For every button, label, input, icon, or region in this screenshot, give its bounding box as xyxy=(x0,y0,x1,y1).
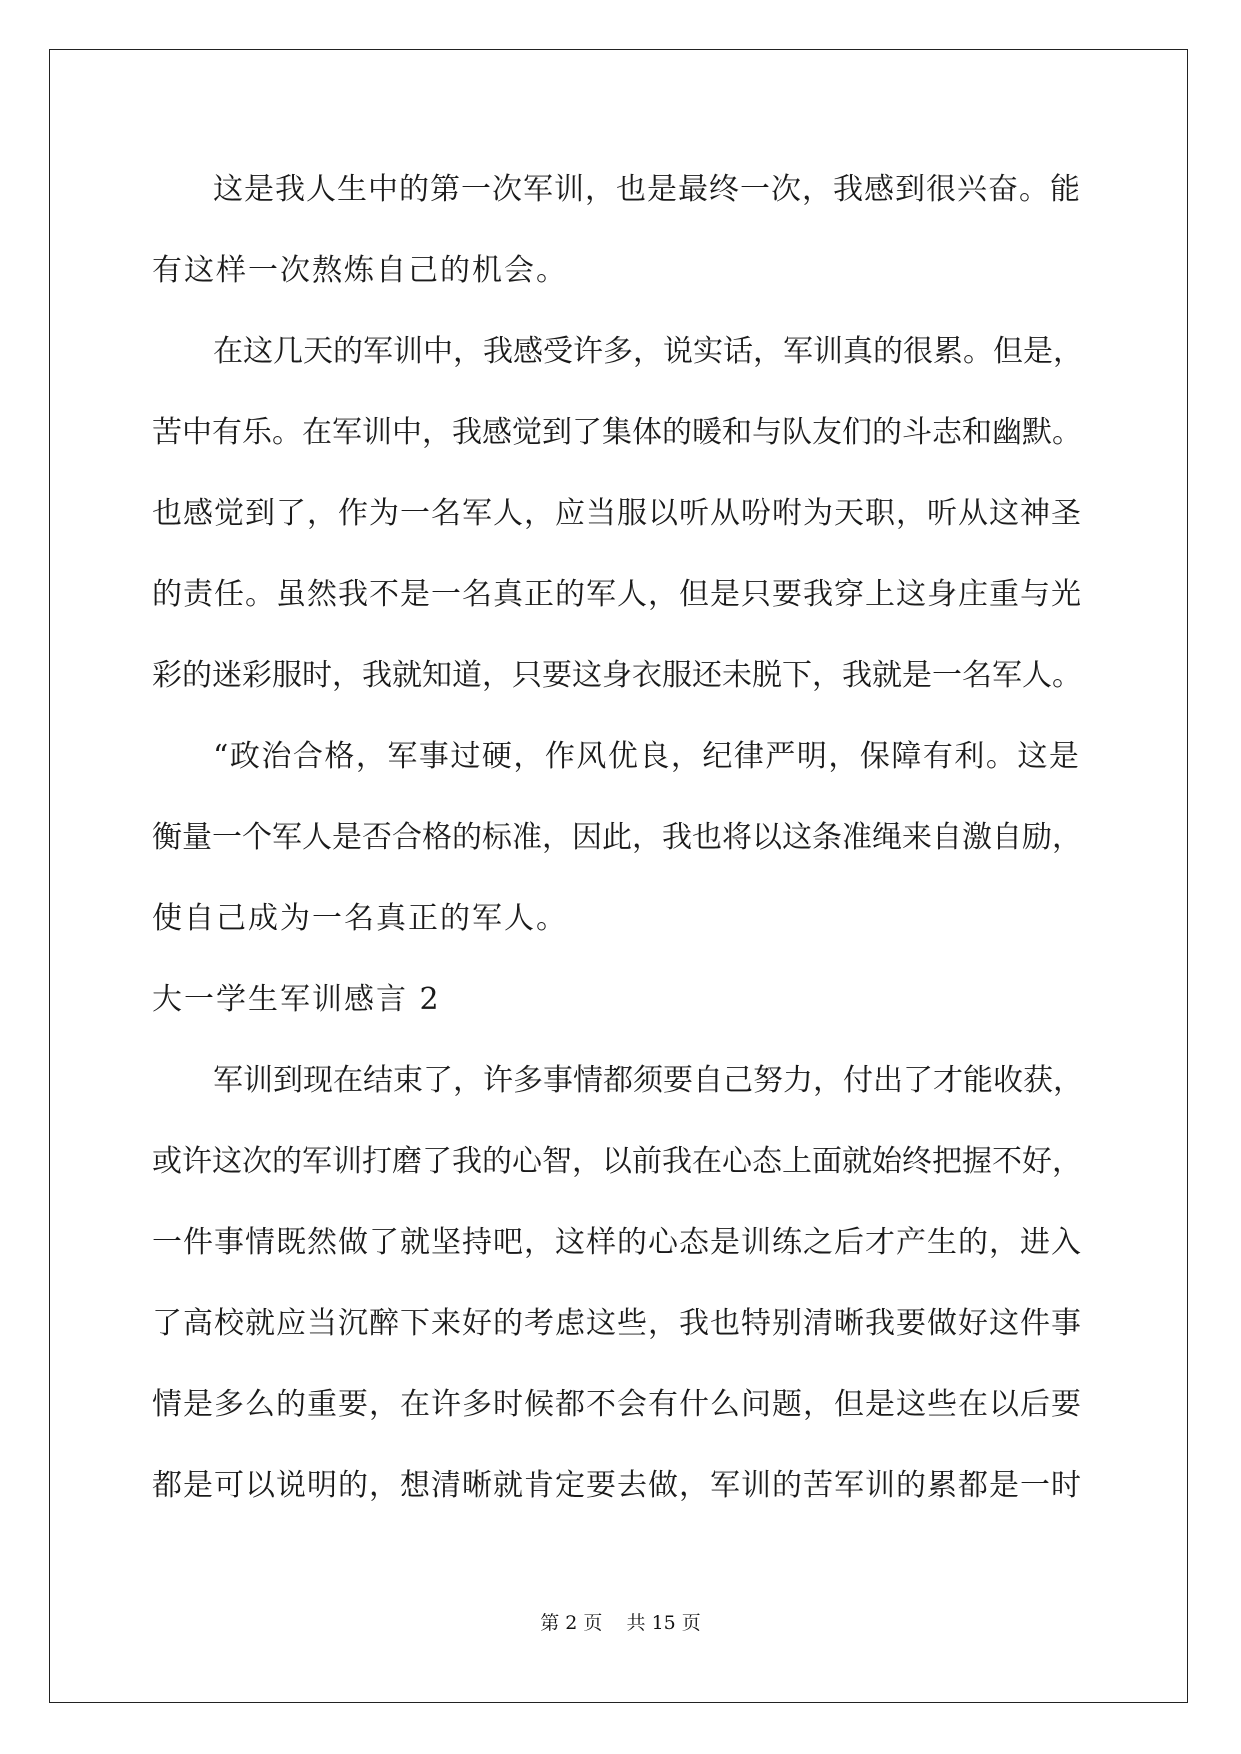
paragraph-3-line-1: “政治合格，军事过硬，作风优良，纪律严明，保障有利。这是 xyxy=(213,739,1081,774)
paragraph-2-line-4: 的责任。虽然我不是一名真正的军人，但是只要我穿上这身庄重与光 xyxy=(152,577,1082,612)
page-frame xyxy=(49,49,1188,1703)
paragraph-2-line-5: 彩的迷彩服时，我就知道，只要这身衣服还未脱下，我就是一名军人。 xyxy=(152,658,1082,693)
paragraph-3-line-2: 衡量一个军人是否合格的标准，因此，我也将以这条准绳来自激自励， xyxy=(152,820,1082,855)
paragraph-2-line-1: 在这几天的军训中，我感受许多，说实话，军训真的很累。但是， xyxy=(213,334,1083,369)
paragraph-4-line-5: 情是多么的重要，在许多时候都不会有什么问题，但是这些在以后要 xyxy=(152,1387,1082,1422)
paragraph-4-line-2: 或许这次的军训打磨了我的心智，以前我在心态上面就始终把握不好， xyxy=(152,1144,1082,1179)
section-heading: 大一学生军训感言 2 xyxy=(152,982,441,1017)
paragraph-4-line-6: 都是可以说明的，想清晰就肯定要去做，军训的苦军训的累都是一时 xyxy=(152,1468,1082,1503)
paragraph-4-line-4: 了高校就应当沉醉下来好的考虑这些，我也特别清晰我要做好这件事 xyxy=(152,1306,1082,1341)
paragraph-1-line-1: 这是我人生中的第一次军训，也是最终一次，我感到很兴奋。能 xyxy=(213,172,1081,207)
paragraph-4-line-3: 一件事情既然做了就坚持吧，这样的心态是训练之后才产生的，进入 xyxy=(152,1225,1082,1260)
paragraph-4-line-1: 军训到现在结束了，许多事情都须要自己努力，付出了才能收获， xyxy=(213,1063,1083,1098)
paragraph-2-line-2: 苦中有乐。在军训中，我感觉到了集体的暖和与队友们的斗志和幽默。 xyxy=(152,415,1082,450)
page-number-footer: 第 2 页 共 15 页 xyxy=(540,1612,701,1634)
paragraph-3-line-3: 使自己成为一名真正的军人。 xyxy=(152,901,568,936)
paragraph-2-line-3: 也感觉到了，作为一名军人，应当服以听从吩咐为天职，听从这神圣 xyxy=(152,496,1082,531)
paragraph-1-line-2: 有这样一次熬炼自己的机会。 xyxy=(152,253,568,288)
